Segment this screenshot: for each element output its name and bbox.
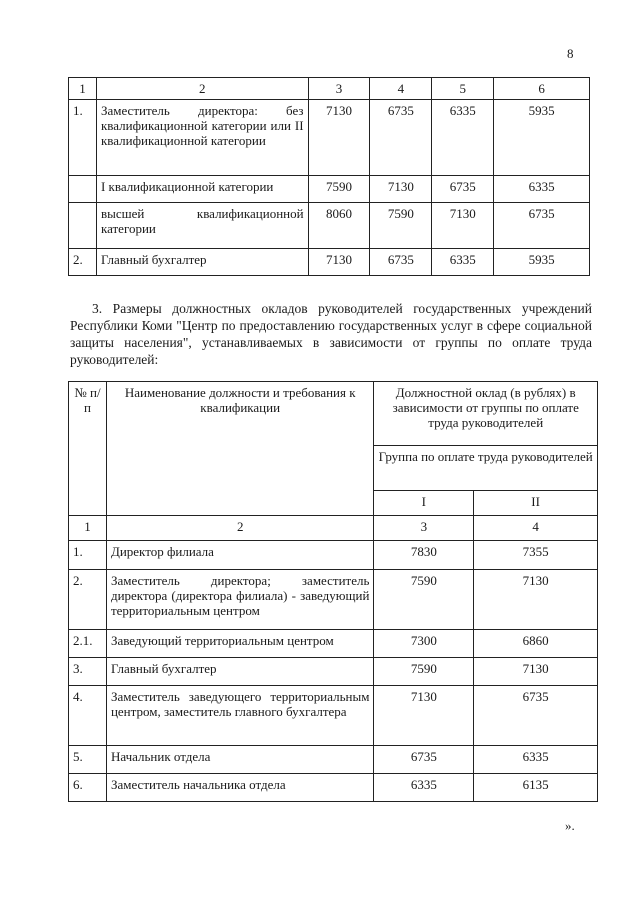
salary-group-2: 6335 [474,746,598,774]
col-number-2: 2 [106,516,373,541]
position-name: Заместитель директора: без квалификационной категории или II квалификационной категории [96,100,308,176]
position-name: I квалификационной категории [96,176,308,203]
salary-group-1: 7130 [374,686,474,746]
salary-value: 7130 [370,176,432,203]
row-number: 4. [69,686,107,746]
header-group-2: II [474,491,598,516]
col-header-1: 1 [69,78,97,100]
salary-group-2: 7130 [474,570,598,630]
row-number: 5. [69,746,107,774]
page-number: 8 [567,46,574,61]
table-row [69,100,590,176]
col-header-2: 2 [96,78,308,100]
position-name: Заместитель заведующего территориальным центром, заместитель главного бухгалтера [106,686,373,746]
table-row [69,541,598,570]
closing-quote: ». [565,818,575,833]
table-row [69,774,598,802]
position-name: Начальник отдела [106,746,373,774]
row-number: 2. [69,570,107,630]
col-number-4: 4 [474,516,598,541]
position-name: Главный бухгалтер [96,249,308,276]
salary-value: 7130 [308,249,370,276]
salary-group-2: 7355 [474,541,598,570]
col-number-3: 3 [374,516,474,541]
row-number: 2. [69,249,97,276]
col-header-3: 3 [308,78,370,100]
table-row [69,686,598,746]
header-number: № п/п [69,382,107,516]
salary-group-2: 6135 [474,774,598,802]
salary-group-2: 7130 [474,658,598,686]
row-number [69,176,97,203]
position-name: высшей квалификационной категории [96,203,308,249]
salary-group-2: 6735 [474,686,598,746]
section-3-paragraph: 3. Размеры должностных окладов руководителей государственных учреждений Республики Коми "Центр по предоставлению государственных услуг в сфере социальной защиты населения", устанавливаемых в зависимости от группы по оплате труда руководителей: [70,301,592,367]
position-name: Заместитель директора; заместитель директора (директора филиала) - заведующий территориальным центром [106,570,373,630]
salary-group-1: 7590 [374,658,474,686]
row-number: 6. [69,774,107,802]
row-number: 3. [69,658,107,686]
position-name: Главный бухгалтер [106,658,373,686]
table-row [69,658,598,686]
col-header-6: 6 [494,78,590,100]
salary-value: 6735 [494,203,590,249]
salary-group-2: 6860 [474,630,598,658]
salary-group-1: 7590 [374,570,474,630]
column-numbers-row [69,516,598,541]
salary-value: 6335 [432,100,494,176]
header-group-1: I [374,491,474,516]
header-position: Наименование должности и требования к квалификации [106,382,373,516]
salary-value: 6335 [432,249,494,276]
salary-group-1: 7830 [374,541,474,570]
table-row [69,570,598,630]
table-header-row [69,78,590,100]
table-row [69,203,590,249]
salary-value: 7130 [432,203,494,249]
header-group: Группа по оплате труда руководителей [374,446,598,491]
salary-value: 8060 [308,203,370,249]
position-name: Заведующий территориальным центром [106,630,373,658]
salary-group-1: 7300 [374,630,474,658]
table-row [69,249,590,276]
col-number-1: 1 [69,516,107,541]
col-header-5: 5 [432,78,494,100]
table-row [69,176,590,203]
col-header-4: 4 [370,78,432,100]
salary-table-managers [68,381,598,802]
row-number: 1. [69,541,107,570]
position-name: Директор филиала [106,541,373,570]
salary-value: 7590 [308,176,370,203]
salary-value: 6335 [494,176,590,203]
salary-value: 5935 [494,100,590,176]
salary-value: 7130 [308,100,370,176]
header-salary: Должностной оклад (в рублях) в зависимости от группы по оплате труда руководителей [374,382,598,446]
salary-table-deputies [68,77,590,276]
position-name: Заместитель начальника отдела [106,774,373,802]
salary-value: 6735 [370,249,432,276]
salary-group-1: 6735 [374,746,474,774]
table-row [69,630,598,658]
row-number [69,203,97,249]
salary-value: 6735 [370,100,432,176]
salary-group-1: 6335 [374,774,474,802]
row-number: 2.1. [69,630,107,658]
row-number: 1. [69,100,97,176]
salary-value: 7590 [370,203,432,249]
salary-value: 5935 [494,249,590,276]
table-row [69,746,598,774]
salary-value: 6735 [432,176,494,203]
